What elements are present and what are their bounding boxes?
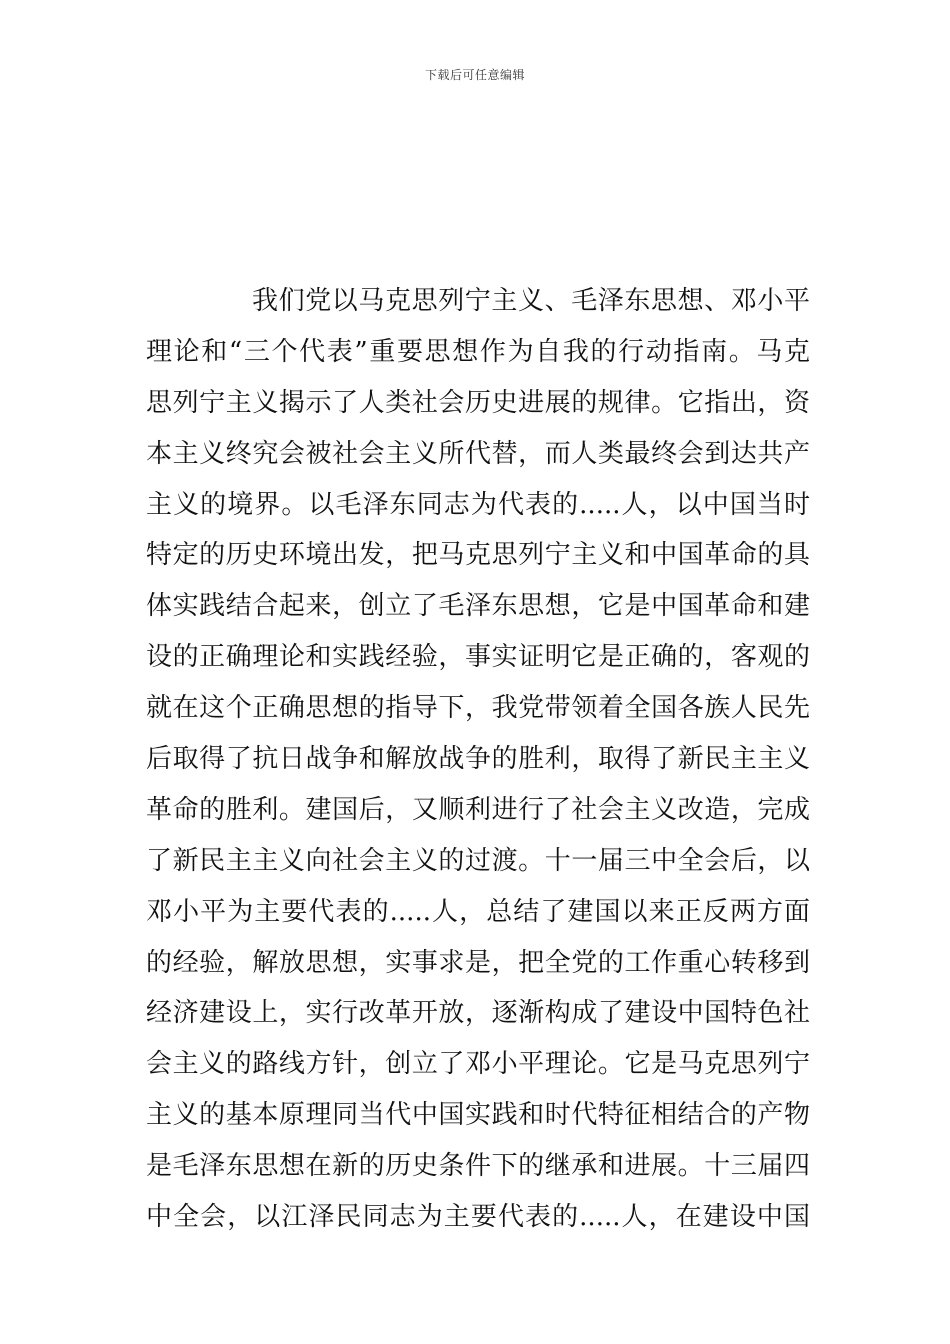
body-paragraph [146,276,810,1243]
text-line: 理论和“三个代表”重要思想作为自我的行动指南。马克 [146,336,810,367]
text-line: 主义的基本原理同当代中国实践和时代特征相结合的产物 [146,1100,810,1131]
text-line: 会主义的路线方针，创立了邓小平理论。它是马克思列宁 [146,1049,810,1080]
text-line: 本主义终究会被社会主义所代替，而人类最终会到达共产 [146,438,810,469]
text-line: 就在这个正确思想的指导下，我党带领着全国各族人民先 [146,693,810,724]
text-line: 的经验，解放思想，实事求是，把全党的工作重心转移到 [146,947,810,978]
text-line: 是毛泽东思想在新的历史条件下的继承和进展。十三届四 [146,1151,810,1182]
text-line: 主义的境界。以毛泽东同志为代表的.....人，以中国当时 [146,489,810,520]
text-line: 后取得了抗日战争和解放战争的胜利，取得了新民主主义 [146,744,810,775]
text-line: 我们党以马克思列宁主义、毛泽东思想、邓小平 [252,286,810,316]
text-line: 思列宁主义揭示了人类社会历史进展的规律。它指出，资 [146,387,810,418]
header-note: 下载后可任意编辑 [424,68,525,82]
text-line: 革命的胜利。建国后，又顺利进行了社会主义改造，完成 [146,794,810,825]
text-line: 经济建设上，实行改革开放，逐渐构成了建设中国特色社 [146,998,810,1029]
text-line: 邓小平为主要代表的.....人，总结了建国以来正反两方面 [146,896,810,927]
text-line: 了新民主主义向社会主义的过渡。十一届三中全会后，以 [146,845,810,876]
text-line: 体实践结合起来，创立了毛泽东思想，它是中国革命和建 [146,591,810,622]
text-line: 特定的历史环境出发，把马克思列宁主义和中国革命的具 [146,540,810,571]
text-line: 中全会，以江泽民同志为主要代表的.....人，在建设中国 [146,1202,810,1233]
text-line: 设的正确理论和实践经验，事实证明它是正确的，客观的 [146,642,810,673]
